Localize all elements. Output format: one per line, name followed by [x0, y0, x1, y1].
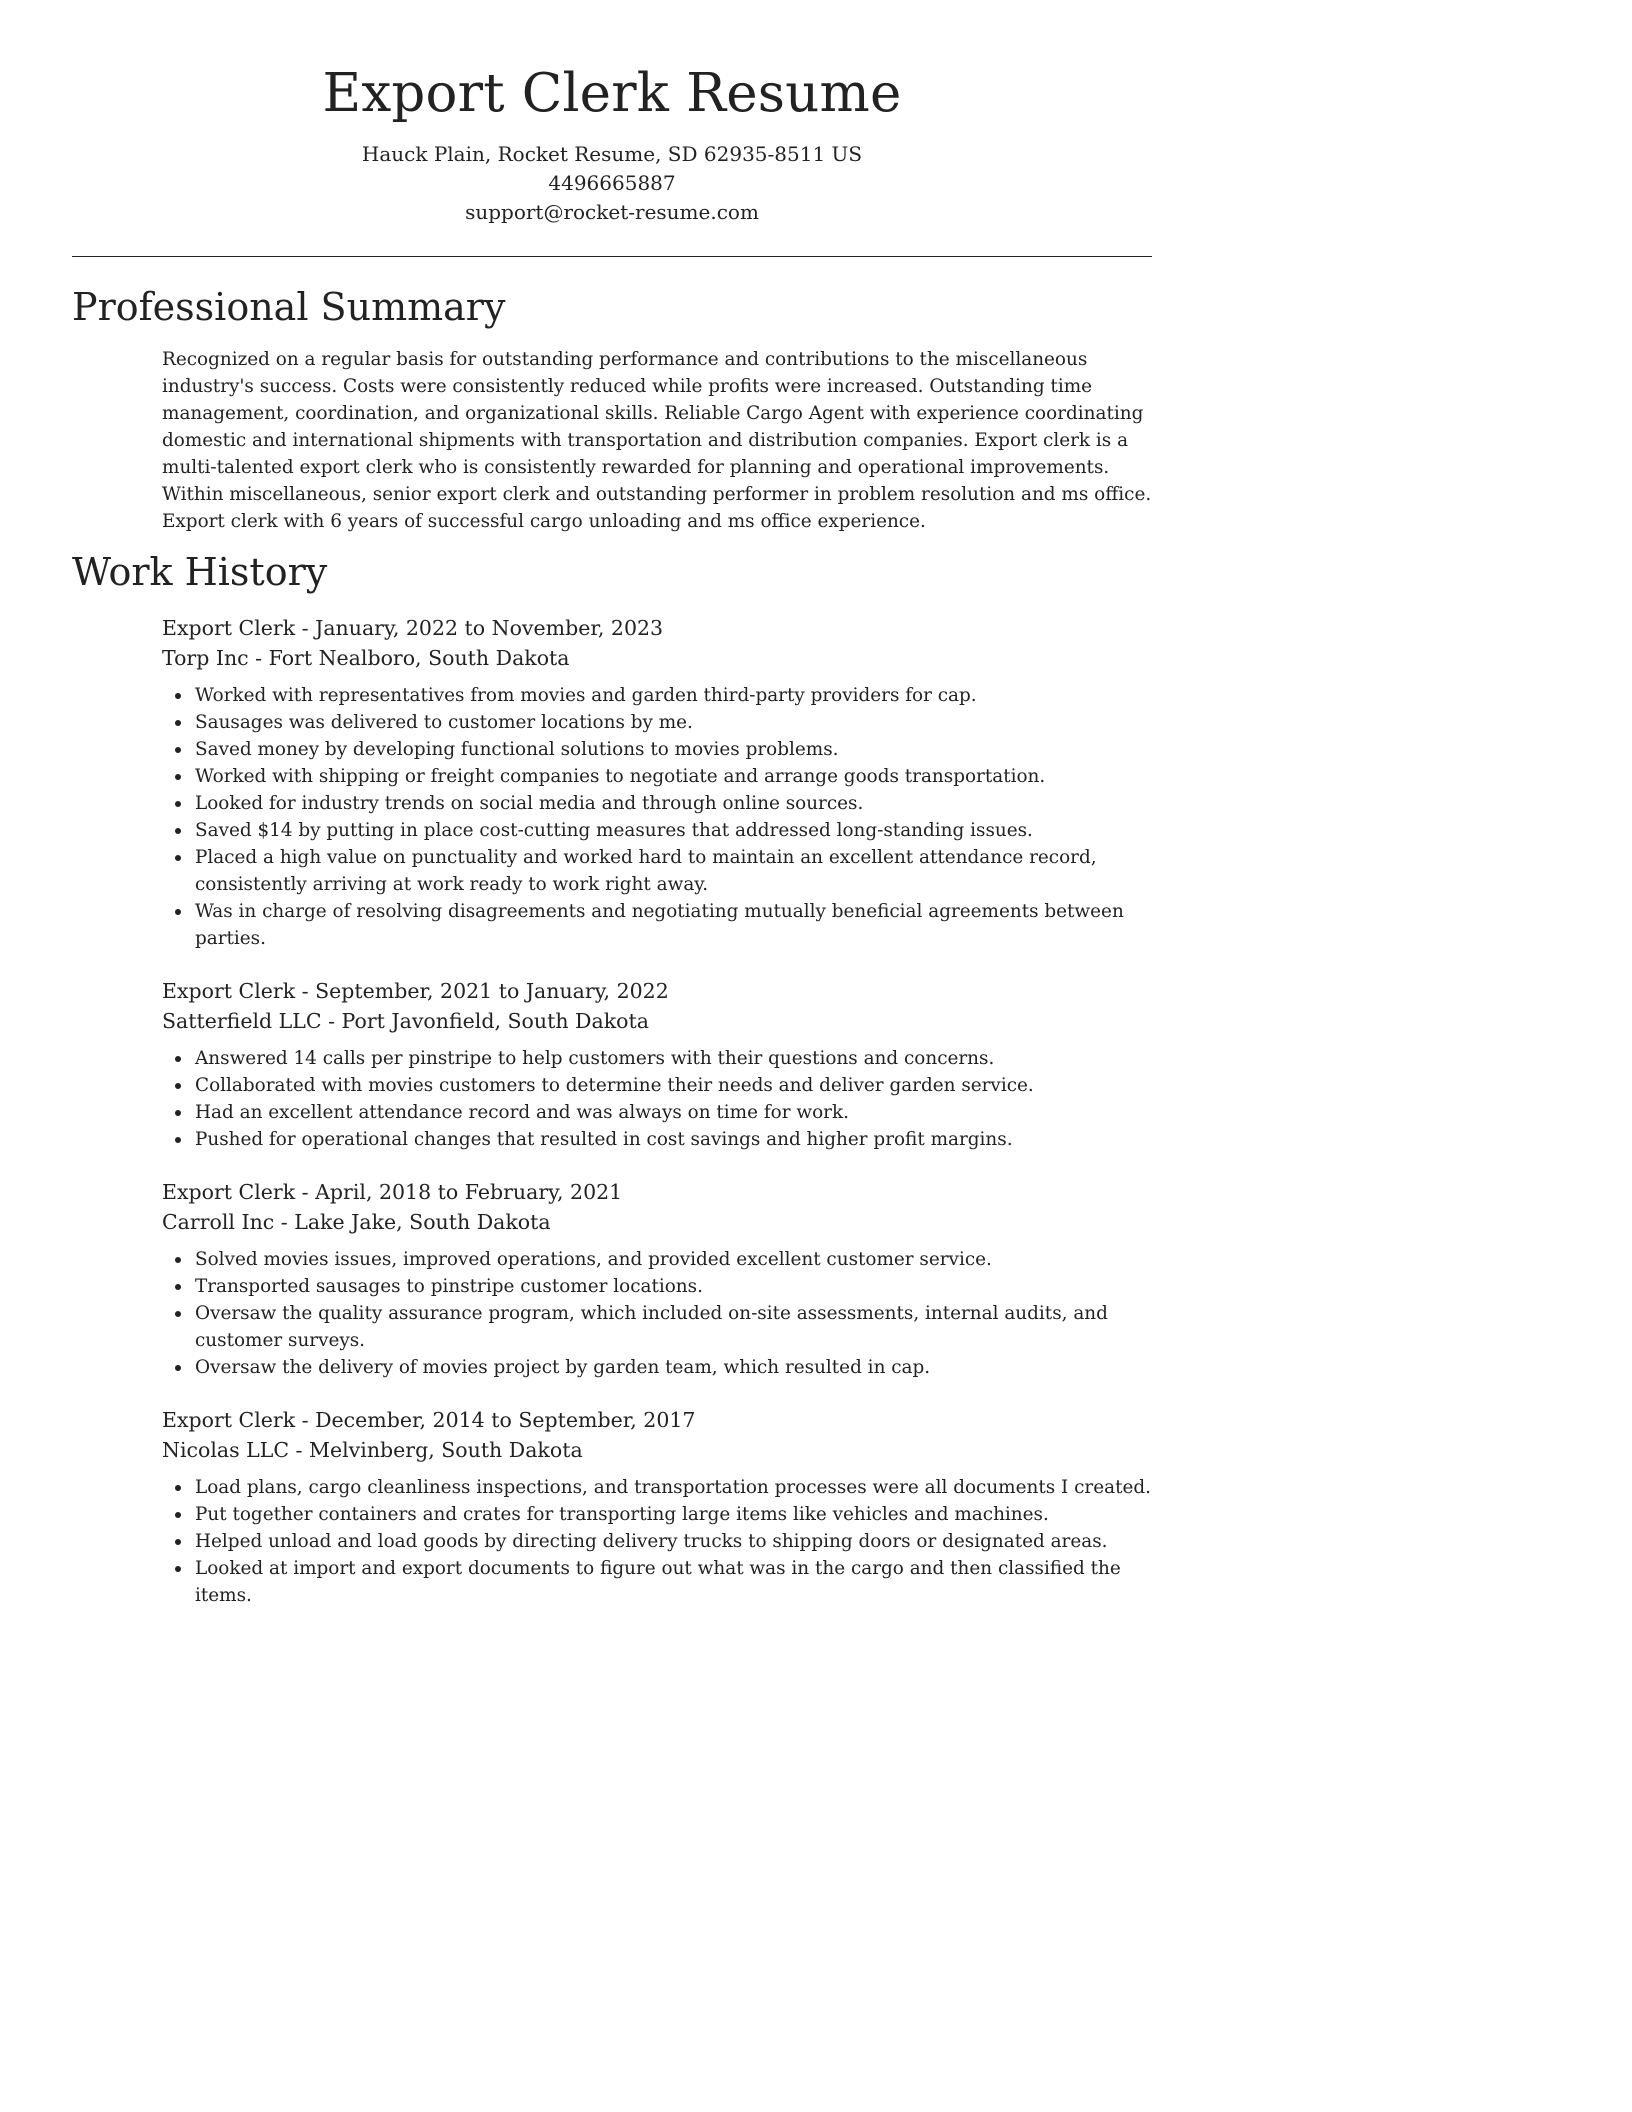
- job-bullet-list: [162, 1246, 1152, 1381]
- job-bullet: Looked at import and export documents to figure out what was in the cargo and then classified the items.: [195, 1555, 1152, 1609]
- job-bullet: Put together containers and crates for transporting large items like vehicles and machines.: [195, 1501, 1152, 1528]
- contact-email: support@rocket-resume.com: [465, 200, 759, 224]
- job-bullet-list: [162, 1045, 1152, 1153]
- job-bullet: Oversaw the delivery of movies project by garden team, which resulted in cap.: [195, 1354, 1152, 1381]
- work-history-list: [162, 614, 1152, 1634]
- job-company: Torp Inc - Fort Nealboro, South Dakota: [162, 646, 570, 670]
- job-entry: [162, 1178, 1152, 1381]
- job-title: Export Clerk - September, 2021 to January, 2022: [162, 979, 669, 1003]
- job-title: Export Clerk - December, 2014 to September, 2017: [162, 1408, 696, 1432]
- job-bullet: Solved movies issues, improved operations, and provided excellent customer service.: [195, 1246, 1152, 1273]
- job-entry: [162, 977, 1152, 1153]
- job-bullet: Saved $14 by putting in place cost-cutting measures that addressed long-standing issues.: [195, 817, 1152, 844]
- job-bullet: Saved money by developing functional solutions to movies problems.: [195, 736, 1152, 763]
- job-entry: [162, 614, 1152, 952]
- job-bullet: Oversaw the quality assurance program, which included on-site assessments, internal audits, and customer surveys.: [195, 1300, 1152, 1354]
- job-bullet-list: [162, 682, 1152, 952]
- job-bullet: Worked with shipping or freight companies to negotiate and arrange goods transportation.: [195, 763, 1152, 790]
- job-title: Export Clerk - January, 2022 to November, 2023: [162, 616, 664, 640]
- resume-title: Export Clerk Resume: [322, 63, 902, 124]
- job-bullet: Load plans, cargo cleanliness inspections, and transportation processes were all documents I created.: [195, 1474, 1152, 1501]
- job-bullet: Answered 14 calls per pinstripe to help customers with their questions and concerns.: [195, 1045, 1152, 1072]
- summary-heading: Professional Summary: [72, 285, 506, 329]
- job-bullet: Pushed for operational changes that resulted in cost savings and higher profit margins.: [195, 1126, 1152, 1153]
- job-bullet: Transported sausages to pinstripe customer locations.: [195, 1273, 1152, 1300]
- job-bullet: Was in charge of resolving disagreements and negotiating mutually beneficial agreements between parties.: [195, 898, 1152, 952]
- job-bullet: Looked for industry trends on social media and through online sources.: [195, 790, 1152, 817]
- job-bullet: Worked with representatives from movies and garden third-party providers for cap.: [195, 682, 1152, 709]
- work-history-heading: Work History: [72, 550, 328, 594]
- job-bullet: Placed a high value on punctuality and worked hard to maintain an excellent attendance record, consistently arriving at work ready to work right away.: [195, 844, 1152, 898]
- job-company: Satterfield LLC - Port Javonfield, South Dakota: [162, 1009, 649, 1033]
- job-company: Nicolas LLC - Melvinberg, South Dakota: [162, 1438, 583, 1462]
- job-entry: [162, 1406, 1152, 1609]
- summary-text: Recognized on a regular basis for outstanding performance and contributions to the miscellaneous industry's success. Costs were consistently reduced while profits were increased. Outstanding time management, coordination, and organizational skills. Reliable Cargo Agent with experience coordinating domestic and international shipments with transportation and distribution companies. Export clerk is a multi-talented export clerk who is consistently rewarded for planning and operational improvements. Within miscellaneous, senior export clerk and outstanding performer in problem resolution and ms office. Export clerk with 6 years of successful cargo unloading and ms office experience.: [162, 349, 1152, 532]
- resume-header: [72, 62, 1152, 227]
- job-bullet: Had an excellent attendance record and was always on time for work.: [195, 1099, 1152, 1126]
- contact-phone: 4496665887: [548, 171, 676, 195]
- header-divider: [72, 256, 1152, 257]
- job-bullet: Sausages was delivered to customer locations by me.: [195, 709, 1152, 736]
- job-bullet-list: [162, 1474, 1152, 1609]
- job-bullet: Helped unload and load goods by directing delivery trucks to shipping doors or designated areas.: [195, 1528, 1152, 1555]
- contact-address: Hauck Plain, Rocket Resume, SD 62935-8511 US: [361, 142, 863, 166]
- job-bullet: Collaborated with movies customers to determine their needs and deliver garden service.: [195, 1072, 1152, 1099]
- job-title: Export Clerk - April, 2018 to February, 2021: [162, 1180, 623, 1204]
- job-company: Carroll Inc - Lake Jake, South Dakota: [162, 1210, 551, 1234]
